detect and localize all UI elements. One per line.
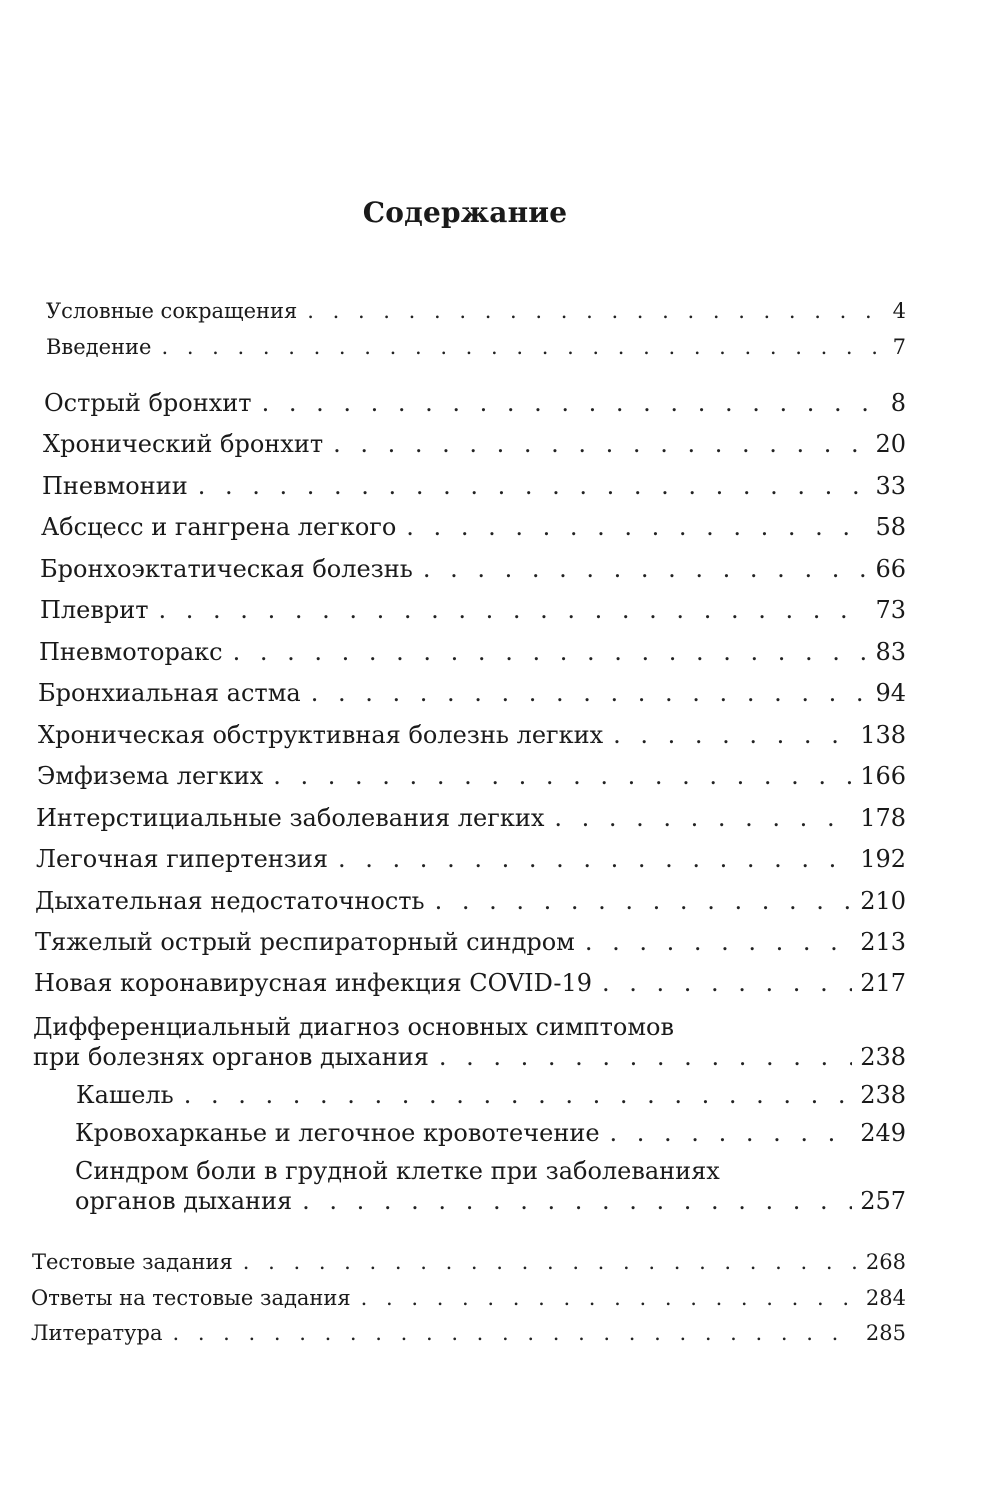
toc-page-number: 238 xyxy=(860,1043,906,1071)
leader-dots xyxy=(273,761,852,791)
leader-dots xyxy=(233,637,868,667)
leader-dots xyxy=(184,1080,852,1110)
leader-dots xyxy=(159,595,868,625)
toc-entry xyxy=(43,429,906,459)
leader-dots xyxy=(602,968,852,998)
toc-entry xyxy=(40,595,906,625)
toc-entry xyxy=(38,720,906,750)
leader-dots xyxy=(172,1318,857,1348)
toc-entry-label: Кровохарканье и легочное кровотечение xyxy=(75,1119,600,1147)
leader-dots xyxy=(613,720,852,750)
toc-entry-label: Тяжелый острый респираторный синдром xyxy=(35,928,575,956)
toc-entry-label: Интерстициальные заболевания легких xyxy=(36,804,545,832)
toc-page-number: 8 xyxy=(890,389,906,417)
toc-entry-label: Пневмонии xyxy=(42,472,188,500)
leader-dots xyxy=(338,844,852,874)
leader-dots xyxy=(198,471,868,501)
toc-page-number: 4 xyxy=(892,299,906,323)
leader-dots xyxy=(161,332,878,362)
leader-dots xyxy=(311,678,868,708)
toc-subentry xyxy=(76,1080,906,1110)
toc-page-number: 238 xyxy=(860,1081,906,1109)
toc-entry xyxy=(36,803,906,833)
toc-entry-label: Бронхоэктатическая болезнь xyxy=(40,555,413,583)
toc-entry xyxy=(35,927,906,957)
toc-page-number: 285 xyxy=(865,1321,906,1345)
toc-entry xyxy=(33,1012,906,1072)
leader-dots xyxy=(439,1042,852,1072)
toc-entry xyxy=(38,678,906,708)
toc-page-number: 249 xyxy=(860,1119,906,1147)
toc-entry-label: Ответы на тестовые задания xyxy=(31,1286,351,1310)
toc-entry xyxy=(37,761,906,791)
toc-entry-label: Легочная гипертензия xyxy=(36,845,329,873)
toc-page-number: 217 xyxy=(860,969,906,997)
toc-entry-label: Бронхиальная астма xyxy=(38,679,301,707)
toc-page-number: 210 xyxy=(860,887,906,915)
toc-page-number: 94 xyxy=(875,679,906,707)
toc-page-number: 284 xyxy=(865,1286,906,1310)
toc-page-number: 58 xyxy=(875,513,906,541)
toc-subentry xyxy=(75,1156,906,1216)
leader-dots xyxy=(333,429,867,459)
toc-entry-label-line2: при болезнях органов дыхания xyxy=(33,1043,429,1071)
toc-page-number: 268 xyxy=(865,1250,906,1274)
toc-entry-label: Кашель xyxy=(76,1081,174,1109)
toc-entry-label: Новая коронавирусная инфекция COVID-19 xyxy=(34,969,592,997)
leader-dots xyxy=(262,388,878,418)
leader-dots xyxy=(307,296,878,326)
toc-entry xyxy=(31,1318,906,1348)
toc-entry xyxy=(42,471,906,501)
toc-entry-label: Дыхательная недостаточность xyxy=(35,887,425,915)
toc-entry xyxy=(31,1283,906,1313)
toc-page-number: 138 xyxy=(860,721,906,749)
leader-dots xyxy=(361,1283,858,1313)
toc-entry xyxy=(41,512,906,542)
toc-page-number: 7 xyxy=(892,335,906,359)
toc-entry xyxy=(32,1247,906,1277)
toc-entry xyxy=(46,332,906,362)
leader-dots xyxy=(554,803,852,833)
toc-page-number: 66 xyxy=(875,555,906,583)
toc-entry xyxy=(46,296,906,326)
leader-dots xyxy=(406,512,867,542)
toc-subentry xyxy=(75,1118,906,1148)
toc-entry-label-line1: Синдром боли в грудной клетке при заболеваниях xyxy=(75,1157,720,1185)
leader-dots xyxy=(435,886,853,916)
toc-entry-label-line2: органов дыхания xyxy=(75,1187,293,1215)
toc-entry-label: Плеврит xyxy=(40,596,149,624)
toc-page-number: 213 xyxy=(860,928,906,956)
toc-page-number: 73 xyxy=(875,596,906,624)
page-title: Содержание xyxy=(362,196,568,229)
toc-entry-label: Тестовые задания xyxy=(32,1250,233,1274)
toc-entry xyxy=(40,554,906,584)
leader-dots xyxy=(243,1247,858,1277)
toc-entry-label: Абсцесс и гангрена легкого xyxy=(41,513,397,541)
leader-dots xyxy=(302,1186,852,1216)
toc-page-number: 83 xyxy=(875,638,906,666)
toc-entry xyxy=(36,844,906,874)
leader-dots xyxy=(610,1118,853,1148)
toc-entry xyxy=(35,886,906,916)
leader-dots xyxy=(423,554,868,584)
toc-entry-label: Хроническая обструктивная болезнь легких xyxy=(38,721,604,749)
toc-page-number: 166 xyxy=(860,762,906,790)
toc-entry xyxy=(44,388,906,418)
leader-dots xyxy=(585,927,852,957)
toc-entry-label: Острый бронхит xyxy=(44,389,252,417)
toc-page-number: 192 xyxy=(860,845,906,873)
toc-entry-label: Литература xyxy=(31,1321,163,1345)
toc-entry xyxy=(39,637,906,667)
toc-entry-label: Введение xyxy=(46,335,152,359)
toc-page-number: 33 xyxy=(875,472,906,500)
toc-entry-label-line1: Дифференциальный диагноз основных симптомов xyxy=(33,1013,675,1041)
toc-entry-label: Эмфизема легких xyxy=(37,762,264,790)
toc-entry xyxy=(34,968,906,998)
toc-page-number: 20 xyxy=(875,430,906,458)
toc-page-number: 178 xyxy=(860,804,906,832)
toc-entry-label: Пневмоторакс xyxy=(39,638,223,666)
toc-entry-label: Хронический бронхит xyxy=(43,430,324,458)
toc-entry-label: Условные сокращения xyxy=(46,299,298,323)
toc-page-number: 257 xyxy=(860,1187,906,1215)
